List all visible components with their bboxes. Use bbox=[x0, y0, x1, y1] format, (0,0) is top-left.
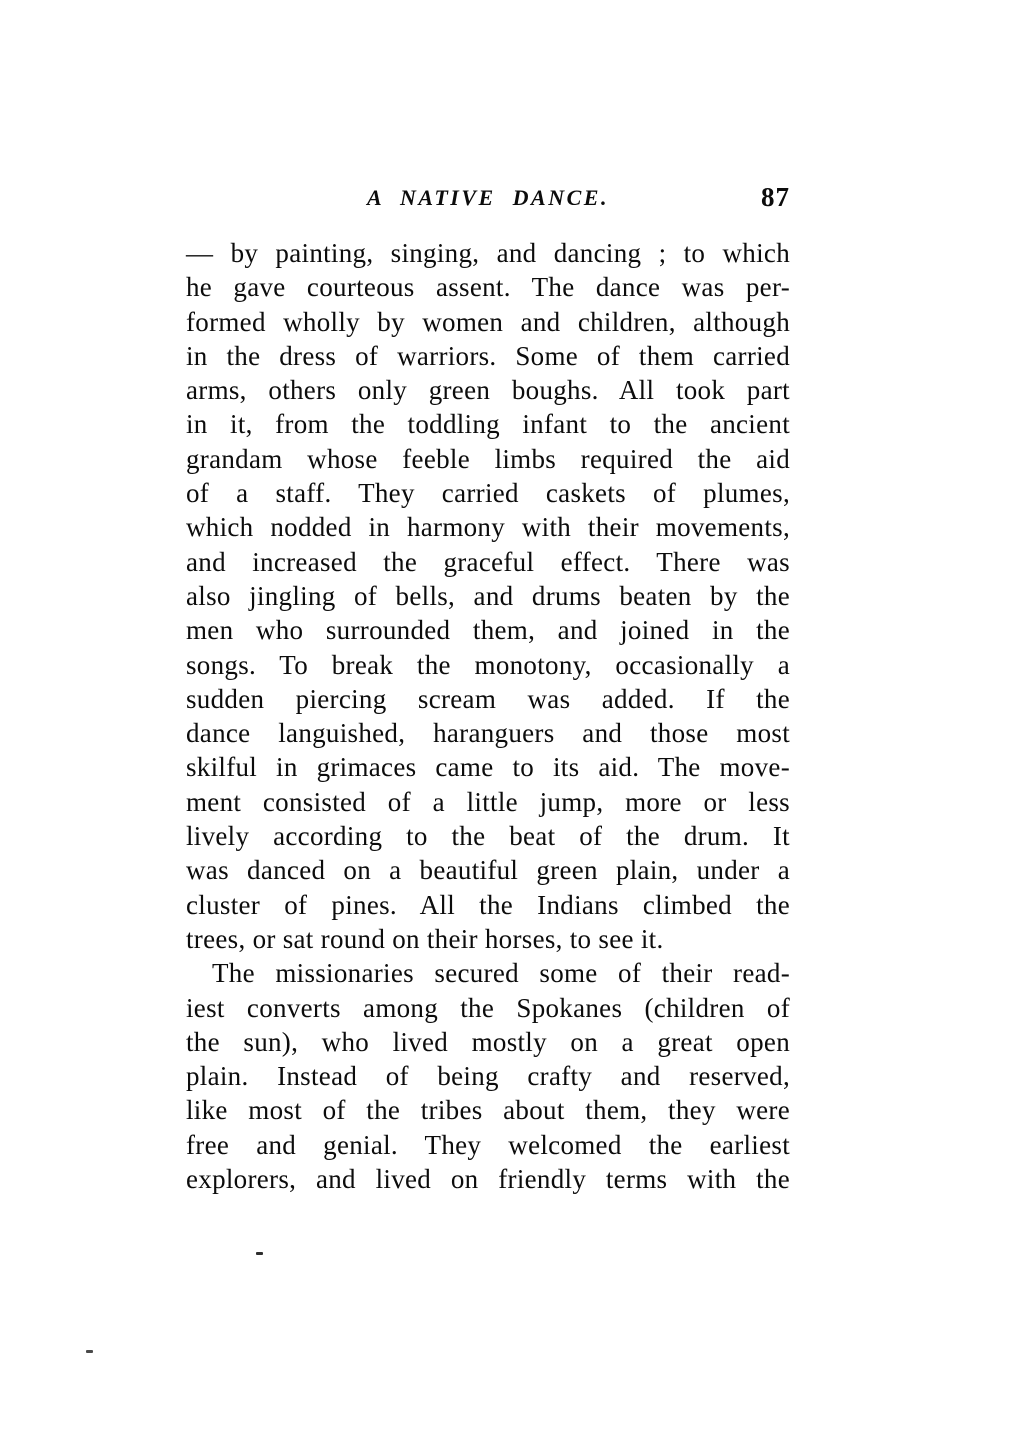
paragraph bbox=[186, 956, 790, 1196]
page-number: 87 bbox=[761, 182, 790, 212]
text-line: he gave courteous assent. The dance was per- bbox=[186, 272, 790, 303]
text-line: of a staff. They carried caskets of plumes, bbox=[186, 478, 790, 509]
text-line: skilful in grimaces came to its aid. The move- bbox=[186, 752, 790, 783]
text-line: grandam whose feeble limbs required the aid bbox=[186, 443, 790, 474]
paragraph bbox=[186, 236, 790, 956]
text-line: dance languished, haranguers and those most bbox=[186, 718, 790, 749]
text-line: formed wholly by women and children, although bbox=[186, 306, 790, 337]
body-text bbox=[186, 236, 790, 1196]
text-line: was danced on a beautiful green plain, under a bbox=[186, 855, 790, 886]
text-line: in it, from the toddling infant to the ancient bbox=[186, 409, 790, 440]
text-line: also jingling of bells, and drums beaten by the bbox=[186, 580, 790, 611]
text-line: free and genial. They welcomed the earliest bbox=[186, 1129, 790, 1160]
text-line: like most of the tribes about them, they were bbox=[186, 1095, 790, 1126]
text-line: explorers, and lived on friendly terms with the bbox=[186, 1164, 790, 1195]
running-title: A NATIVE DANCE. bbox=[367, 185, 609, 210]
text-line: — by painting, singing, and dancing ; to which bbox=[186, 238, 790, 268]
text-line: arms, others only green boughs. All took part bbox=[186, 375, 790, 406]
text-line: lively according to the beat of the drum. It bbox=[186, 821, 790, 852]
text-line: trees, or sat round on their horses, to see it. bbox=[186, 923, 664, 954]
text-line: plain. Instead of being crafty and reserved, bbox=[186, 1061, 790, 1092]
text-line: songs. To break the monotony, occasionally a bbox=[186, 649, 790, 680]
ink-speck bbox=[256, 1252, 263, 1255]
text-line: which nodded in harmony with their movements, bbox=[186, 512, 790, 543]
text-line: sudden piercing scream was added. If the bbox=[186, 683, 790, 714]
ink-speck bbox=[86, 1350, 93, 1353]
text-line: ment consisted of a little jump, more or less bbox=[186, 786, 790, 817]
text-line: iest converts among the Spokanes (children of bbox=[186, 992, 790, 1023]
text-line: cluster of pines. All the Indians climbed the bbox=[186, 889, 790, 920]
page-header bbox=[186, 182, 790, 212]
text-line: and increased the graceful effect. There was bbox=[186, 546, 790, 577]
text-line: in the dress of warriors. Some of them carried bbox=[186, 340, 790, 371]
text-line: the sun), who lived mostly on a great open bbox=[186, 1026, 790, 1057]
text-line: The missionaries secured some of their read- bbox=[212, 958, 790, 989]
text-line: men who surrounded them, and joined in the bbox=[186, 615, 790, 646]
